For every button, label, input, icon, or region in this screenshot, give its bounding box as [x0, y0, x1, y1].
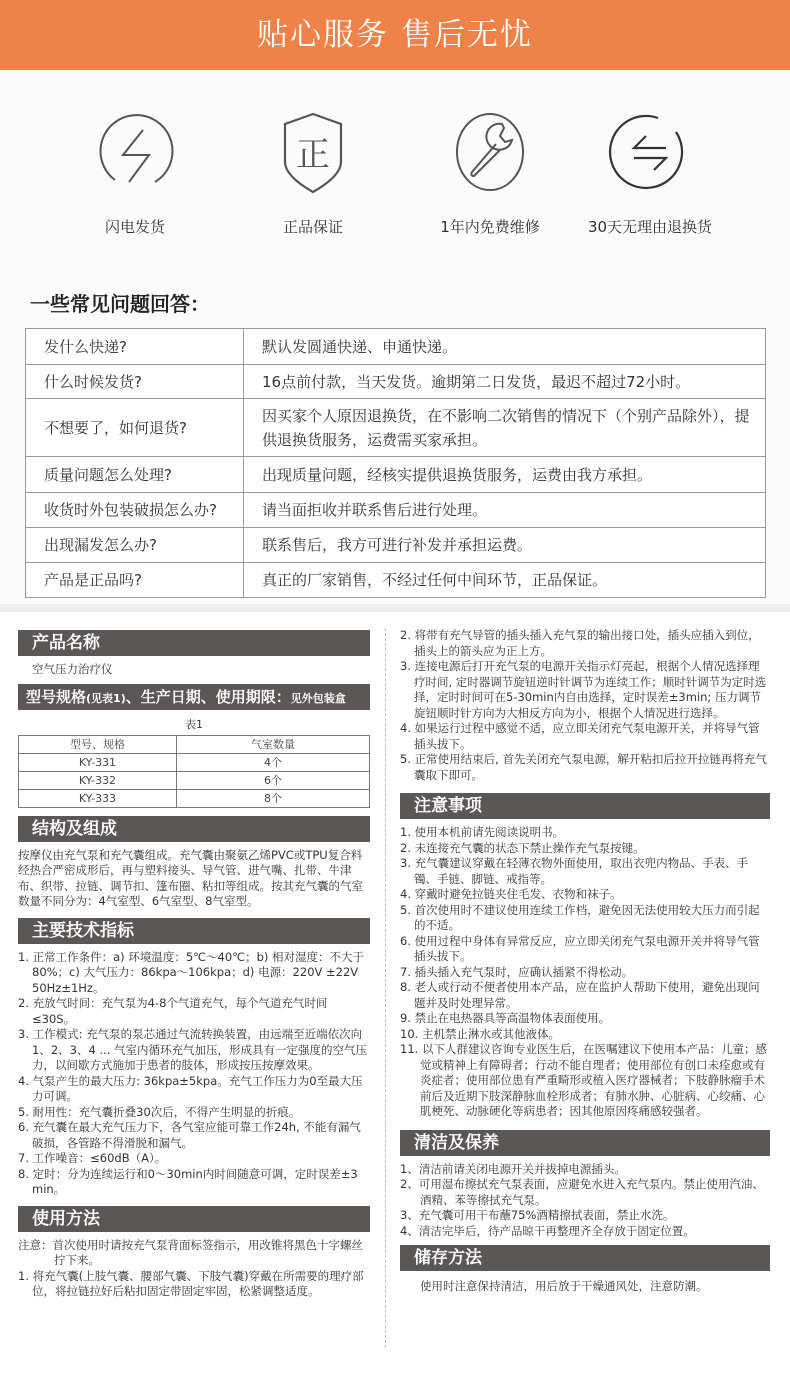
- service-genuine: 正 正品保证: [238, 110, 388, 237]
- service-return: 30天无理由退换货: [575, 110, 725, 237]
- table-row: 发什么快递? 默认发圆通快递、申通快递。: [26, 329, 766, 365]
- list-item: 4. 如果运行过程中感觉不适，应立即关闭充气泵电源开关，并将导气管插头拔下。: [400, 721, 760, 751]
- list-item: 4. 穿戴时避免拉链夹住毛发、衣物和袜子。: [400, 887, 622, 901]
- table-row: 收货时外包装破损怎么办? 请当面拒收并联系售后进行处理。: [26, 493, 766, 528]
- table-row: 出现漏发怎么办? 联系售后，我方可进行补发并承担运费。: [26, 528, 766, 563]
- section-header: 使用方法: [18, 1206, 370, 1232]
- section-header: 产品名称: [18, 630, 370, 656]
- exchange-arrows-icon: [608, 110, 692, 194]
- list-item: 5. 正常使用结束后, 首先关闭充气泵电源，解开粘扣后拉开拉链再将充气囊取下即可。: [400, 752, 767, 782]
- list-item: 1、清洁前请关闭电源开关并拔掉电源插头。: [400, 1161, 626, 1176]
- list-item: 11. 以下人群建议咨询专业医生后，在医嘱建议下使用本产品：儿童；感觉或精神上有障碍者；行动不能自理者；使用部位有创口未痊愈或有炎症者；使用部位患有严重畸形或植入医疗器械者；下肢静脉瘤手术前后及近期下肢深静脉血栓形成者；有肺水肿、心脏病、心绞痛、心肌梗死、动脉硬化等病患者；因其他原因疼痛感较强者。: [400, 1042, 767, 1118]
- list-item: 2. 未连接充气囊的状态下禁止操作充气泵按键。: [400, 840, 645, 855]
- table-row: 质量问题怎么处理? 出现质量问题，经核实提供退换货服务，运费由我方承担。: [26, 457, 766, 493]
- list-item: 4、清洁完毕后，待产品晾干再整理齐全存放于固定位置。: [400, 1223, 695, 1238]
- service-free-repair: 1年内免费维修: [415, 110, 565, 237]
- list-item: 3. 充气囊建议穿戴在轻薄衣物外面使用，取出衣兜内物品、手表、手镯、手链、脚链、戒指等。: [400, 856, 749, 886]
- model-table: [18, 735, 370, 808]
- list-item: 2. 将带有充气导管的插头插入充气泵的输出接口处，插头应插入到位，插头上的箭头应为正上方。: [400, 628, 760, 658]
- banner-title: 贴心服务 售后无忧: [0, 0, 790, 70]
- table-row: KY-331 4个: [19, 753, 370, 771]
- list-item: 2、可用湿布擦拭充气泵表面，应避免水进入充气泵内。禁止使用汽油、酒精、苯等擦拭充气泵。: [400, 1177, 764, 1207]
- manual-left-column: [18, 628, 370, 1300]
- table-caption: 表1: [185, 717, 203, 731]
- shield-zheng-icon: [271, 110, 355, 194]
- column-divider: [385, 628, 386, 1348]
- list-item: 8. 定时：分为连续运行和0～30min内时间随意可调，定时误差±3 min。: [18, 1166, 358, 1196]
- svg-text:正: 正: [296, 135, 330, 175]
- list-item: 2. 充放气时间：充气泵为4-8个气道充气，每个气道充气时间≤30S。: [18, 996, 328, 1026]
- section-header: 清洁及保养: [400, 1130, 770, 1156]
- list-item: 10. 主机禁止淋水或其他液体。: [400, 1026, 560, 1041]
- wrench-icon: [448, 110, 532, 194]
- table-header-row: 型号、规格 气室数量: [19, 735, 370, 753]
- structure-text: 按摩仪由充气泵和充气囊组成。充气囊由聚氨乙烯PVC或TPU复合料经热合严密成形后，再与塑料接头、导气管、进气嘴、扎带、牛津布、织带、拉链、调节扣、篷布圈、粘扣等组成。按其充气囊的气室数量不同分为：4气室型、6气室型、8气室型。: [18, 847, 363, 908]
- product-name: 空气压力治疗仪: [32, 662, 113, 676]
- list-item: 3. 连接电源后打开充气泵的电源开关指示灯亮起，根据个人情况选择理疗时间, 定时器调节旋钮逆时针调节为连续工作；顺时针调节为定时选择，定时时间可在5-30min内自由选择，定时误差±3min; 压力调节旋钮顺时针方向为大相反方向为小，根据个人情况进行选择。: [400, 659, 767, 720]
- faq-table: [25, 328, 766, 598]
- section-header: 结构及组成: [18, 816, 370, 842]
- usage-note: 注意：首次使用时请按充气泵背面标签指示，用改锥将黑色十字螺丝拧下来。: [18, 1237, 363, 1267]
- list-item: 6. 使用过程中身体有异常反应，应立即关闭充气泵电源开关并将导气管插头拔下。: [400, 933, 760, 963]
- storage-text: 使用时注意保持清洁，用后放于干燥通风处，注意防潮。: [420, 1279, 708, 1293]
- table-row: 不想要了，如何退货? 因买家个人原因退换货，在不影响二次销售的情况下（个别产品除外），提供退换货服务，运费需买家承担。: [26, 399, 766, 457]
- table-row: 什么时候发货? 16点前付款，当天发货。逾期第二日发货，最迟不超过72小时。: [26, 365, 766, 399]
- list-item: 1. 正常工作条件：a) 环境温度：5℃～40℃；b) 相对湿度：不大于80%；c) 大气压力：86kpa～106kpa；d) 电源：220V ±22V 50Hz±1Hz。: [18, 949, 365, 995]
- table-row: 产品是正品吗? 真正的厂家销售，不经过任何中间环节，正品保证。: [26, 563, 766, 598]
- list-item: 3. 工作模式: 充气泵的泵芯通过气流转换装置，由远端至近端依次向1、2、3、4 ... 气室内循环充气加压，形成具有一定强度的空气压力，以间歇方式施加于患者的肢体，形成按压按摩效果。: [18, 1027, 368, 1072]
- list-item: 1. 将充气囊(上肢气囊、腰部气囊、下肢气囊)穿戴在所需要的理疗部位，将拉链拉好后粘扣固定带固定牢固，松紧调整适度。: [18, 1268, 364, 1298]
- list-item: 7. 工作噪音：≤60dB（A）。: [18, 1151, 167, 1165]
- list-item: 5. 首次使用时不建议使用连续工作档，避免因无法使用较大压力而引起的不适。: [400, 902, 760, 932]
- list-item: 5. 耐用性：充气囊折叠30次后，不得产生明显的折痕。: [18, 1104, 301, 1119]
- section-header: 主要技术指标: [18, 918, 370, 944]
- list-item: 4. 气泵产生的最大压力: 36kpa±5kpa。充气工作压力为0至最大压力可调。: [18, 1073, 363, 1103]
- faq-title: 一些常见问题回答：: [30, 292, 210, 316]
- table-row: KY-332 6个: [19, 771, 370, 789]
- section-header: 型号规格(见表1)、生产日期、使用期限：见外包装盒: [18, 684, 370, 710]
- table-row: KY-333 8个: [19, 789, 370, 807]
- section-divider: [0, 604, 790, 612]
- list-item: 7. 插头插入充气泵时，应确认插紧不得松动。: [400, 964, 634, 979]
- lightning-icon: [93, 110, 177, 194]
- service-fast-shipping: 闪电发货: [60, 110, 210, 237]
- list-item: 9. 禁止在电热器具等高温物体表面使用。: [400, 1011, 611, 1025]
- section-header: 储存方法: [400, 1245, 770, 1271]
- manual-right-column: [400, 628, 770, 1295]
- list-item: 1. 使用本机前请先阅读说明书。: [400, 825, 565, 839]
- list-item: 3、充气囊可用干布蘸75%酒精擦拭表面，禁止水洗。: [400, 1208, 675, 1222]
- list-item: 8. 老人或行动不便者使用本产品，应在监护人帮助下使用，避免出现问题并及时处理异常。: [400, 980, 760, 1010]
- section-header: 注意事项: [400, 793, 770, 819]
- list-item: 6. 充气囊在最大充气压力下，各气室应能可靠工作24h, 不能有漏气破损，各管路不得滑脱和漏气。: [18, 1120, 361, 1150]
